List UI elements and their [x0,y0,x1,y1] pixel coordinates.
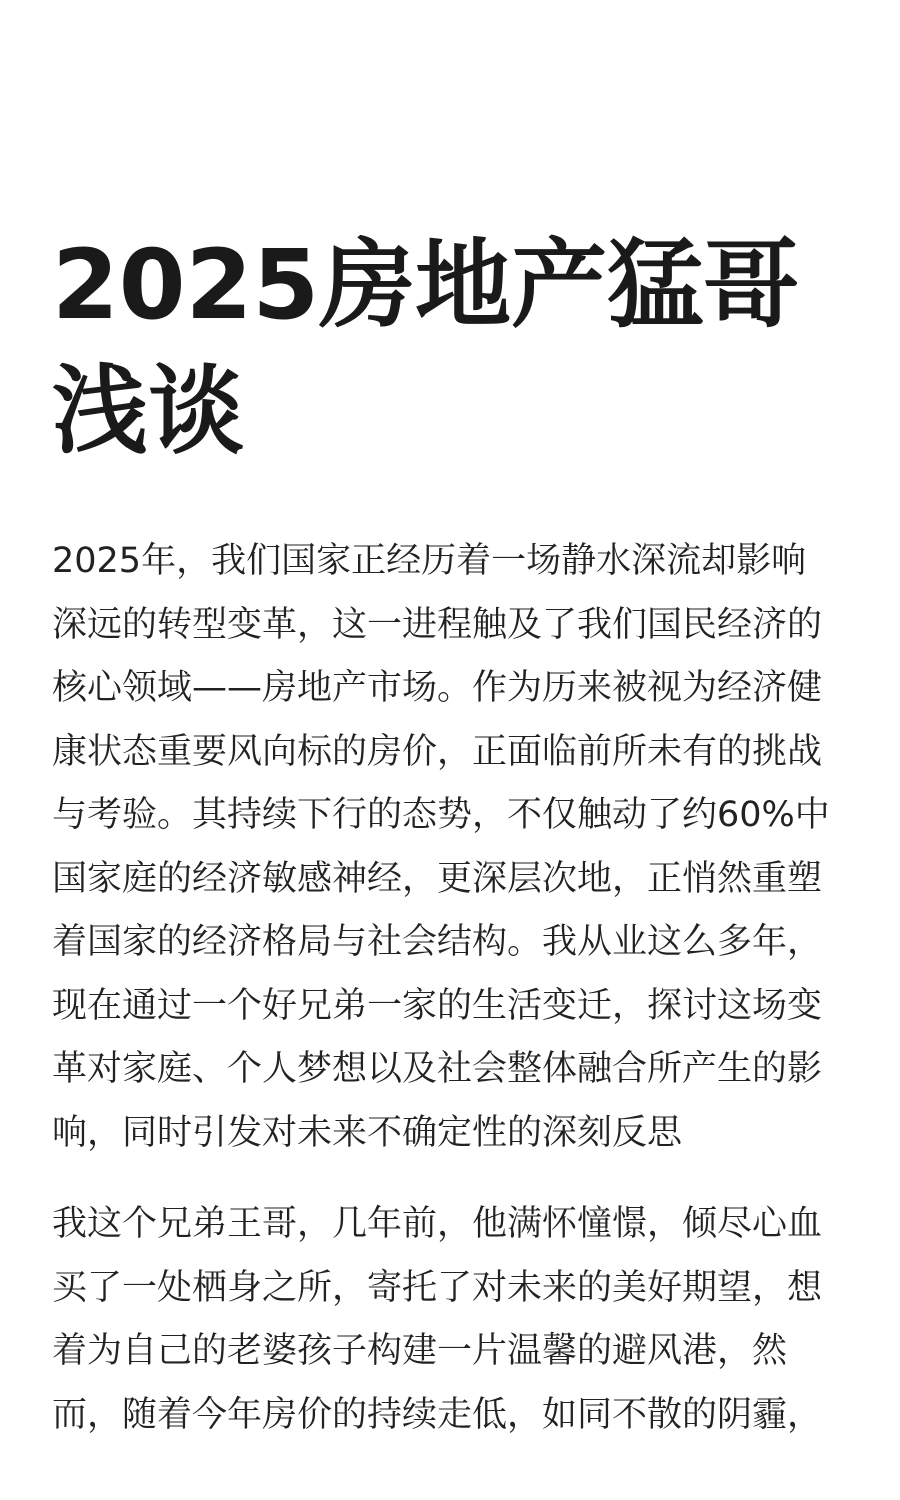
text-line: 与考验。其持续下行的态势，不仅触动了约60%中 [52,795,830,835]
article [52,222,852,1447]
paragraph-story [52,1193,852,1447]
text-line: 现在通过一个好兄弟一家的生活变迁，探讨这场变 [52,985,823,1026]
text-line: 着国家的经济格局与社会结构。我从业这么多年， [52,922,823,962]
text-line: 革对家庭、个人梦想以及社会整体融合所产生的影 [52,1049,823,1089]
text-line: 国家庭的经济敏感神经，更深层次地，正悄然重塑 [52,858,823,899]
article-title [52,222,852,474]
text-line: 买了一处栖身之所，寄托了对未来的美好期望，想 [52,1267,823,1308]
text-line: 2025年，我们国家正经历着一场静水深流却影响 [52,541,807,581]
text-line: 响，同时引发对未来不确定性的深刻反思 [52,1112,683,1153]
text-line: 康状态重要风向标的房价，正面临前所未有的挑战 [52,731,823,772]
paragraph-intro [52,530,852,1165]
text-line: 而，随着今年房价的持续走低，如同不散的阴霾， [52,1394,823,1435]
title-line: 2025房地产猛哥 [52,229,800,341]
text-line: 核心领域——房地产市场。作为历来被视为经济健 [52,668,823,708]
text-line: 我这个兄弟王哥，几年前，他满怀憧憬，倾尽心血 [52,1204,823,1244]
text-line: 深远的转型变革，这一进程触及了我们国民经济的 [52,604,823,645]
text-line: 着为自己的老婆孩子构建一片温馨的避风港，然 [52,1331,788,1371]
title-line: 浅谈 [52,355,244,467]
